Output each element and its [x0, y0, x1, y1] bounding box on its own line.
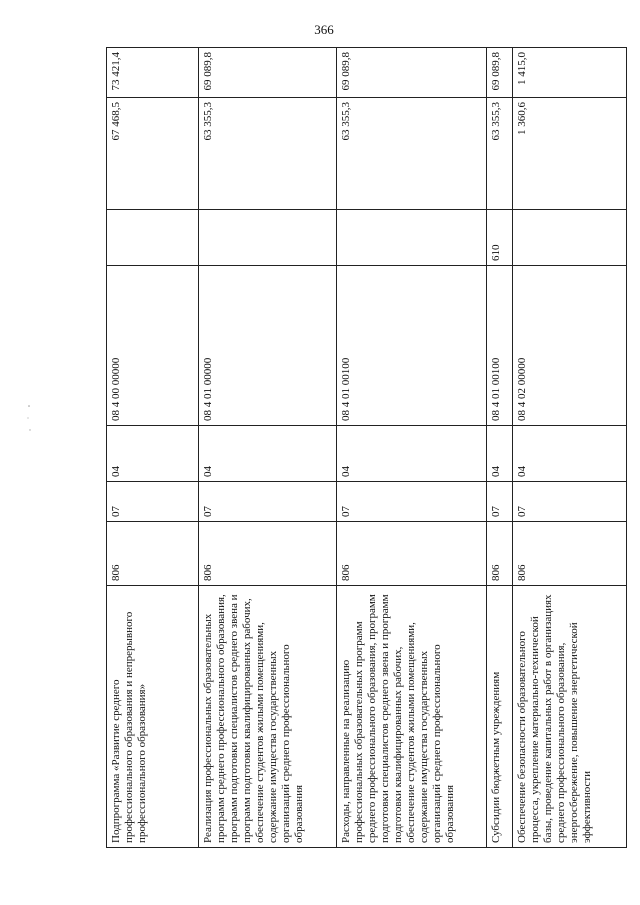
- row-year2: 73 421,4: [107, 48, 199, 98]
- row-name: Реализация профессиональных образовательных программ среднего профессионального образования, программ подготовки специалистов среднего звена и программ подготовки квалифицированных рабочих, обеспечение студентов жилыми помещениями, содержание имущества государственных организаций среднего профессионального образования: [199, 586, 337, 848]
- budget-table: [106, 47, 627, 848]
- row-subsection: 04: [513, 426, 627, 482]
- row-csr: 08 4 01 00100: [337, 266, 487, 426]
- row-name: Обеспечение безопасности образовательного процесса, укрепление материально-технической базы, проведение капитальных работ в организациях среднего профессионального образования, энергосбережение, повышение энергетической эффективности: [513, 586, 627, 848]
- row-code: 806: [337, 522, 487, 586]
- row-csr: 08 4 02 00000: [513, 266, 627, 426]
- row-code: 806: [107, 522, 199, 586]
- row-subsection: 04: [487, 426, 513, 482]
- row-section: 07: [199, 482, 337, 522]
- row-code: 806: [487, 522, 513, 586]
- table-row: [513, 48, 627, 848]
- row-subsection: 04: [337, 426, 487, 482]
- table-row: [337, 48, 487, 848]
- row-year1: 67 468,5: [107, 98, 199, 210]
- row-year2: 69 089,8: [487, 48, 513, 98]
- table-row: [487, 48, 513, 848]
- row-name: Подпрограмма «Развитие среднего профессионального образования и непрерывного профессионального образования»: [107, 586, 199, 848]
- table-row: [107, 48, 199, 848]
- row-csr: 08 4 01 00000: [199, 266, 337, 426]
- row-year2: 69 089,8: [199, 48, 337, 98]
- row-vr: [107, 210, 199, 266]
- row-subsection: 04: [199, 426, 337, 482]
- row-vr: 610: [487, 210, 513, 266]
- rotated-table-container: [106, 48, 626, 848]
- row-year2: 1 415,0: [513, 48, 627, 98]
- row-year1: 63 355,3: [337, 98, 487, 210]
- row-year1: 1 360,6: [513, 98, 627, 210]
- row-csr: 08 4 00 00000: [107, 266, 199, 426]
- row-code: 806: [513, 522, 627, 586]
- row-vr: [337, 210, 487, 266]
- row-vr: [199, 210, 337, 266]
- row-year2: 69 089,8: [337, 48, 487, 98]
- row-year1: 63 355,3: [199, 98, 337, 210]
- row-code: 806: [199, 522, 337, 586]
- row-name: Субсидии бюджетным учреждениям: [487, 586, 513, 848]
- row-subsection: 04: [107, 426, 199, 482]
- row-section: 07: [513, 482, 627, 522]
- row-section: 07: [337, 482, 487, 522]
- scan-artifact: [26, 400, 32, 440]
- table-row: [199, 48, 337, 848]
- row-year1: 63 355,3: [487, 98, 513, 210]
- row-csr: 08 4 01 00100: [487, 266, 513, 426]
- page-number: 366: [314, 22, 334, 37]
- row-section: 07: [107, 482, 199, 522]
- row-vr: [513, 210, 627, 266]
- row-section: 07: [487, 482, 513, 522]
- row-name: Расходы, направленные на реализацию профессиональных образовательных программ среднего профессионального образования, программ подготовки специалистов среднего звена и программ подготовки квалифицированных рабочих, обеспечение студентов жилыми помещениями, содержание имущества государственных организаций среднего профессионального образования: [337, 586, 487, 848]
